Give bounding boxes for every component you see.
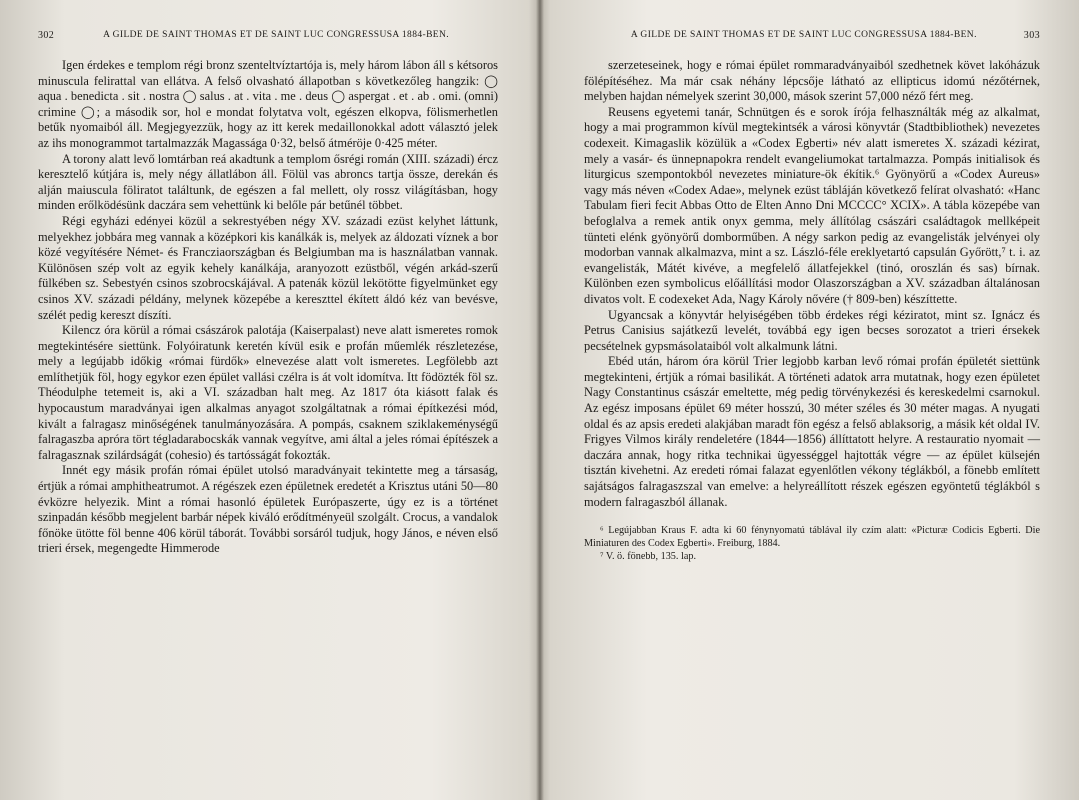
footnote: ⁷ V. ö. fönebb, 135. lap. [600, 551, 696, 563]
book-gutter [536, 0, 544, 800]
paragraph: szerzeteseinek, hogy e római épület rommaradványaiból szedhetnek követ lakóházuk fölépítéséhez. Ma már csak néhány lépcsője látható az ellipticus idomú nézőtérnek, melyben hajdan némelyek szerint 30,000, mások szerint 57,000 néző fért meg. [584, 58, 1040, 104]
left-page [38, 30, 498, 557]
right-page [584, 30, 1040, 563]
paragraph: A torony alatt levő lomtárban reá akadtunk a templom ősrégi román (XIII. századi) ércz keresztelő kútjára is, mely négy állatlábon áll. Fölül vas abroncs tartja össze, derekán és alján maiuscula föliratot találtunk, de egészen a fal mellett, oly rossz világításban, hogy minden erőlködésünk daczára sem vehettünk ki belőle pár betűnél többet. [38, 151, 498, 213]
left-page-number: 302 [38, 30, 55, 41]
right-page-number: 303 [1023, 30, 1040, 41]
right-page-body [584, 58, 1040, 510]
paragraph: Innét egy másik profán római épület utolsó maradványait tekintette meg a társaság, értjük a római amphitheatrumot. A régészek ezen épületnek eredetét a Krisztus utáni 50—80 évközre helyezik. Mint a római hasonló épületek Európaszerte, úgy ez is a történet szinpadán később megjelent barbár népek kiváló erődítményeül szolgált. Crocus, a vandalok főnöke ütötte föl benne 406 körül táborát. További sorsáról tudjuk, hogy János, e néven első trieri érsek, megengedte Himmerode [38, 463, 498, 556]
paragraph: Kilencz óra körül a római császárok palotája (Kaiserpalast) neve alatt ismeretes romok megtekintésére siettünk. Folyóiratunk keretén kívül esik e profán műemlék részletezése, mely a legújabb időkig «római fürdők» elnevezése alatt volt ismeretes. Legfölebb azt említhetjük föl, hogy egykor ezen épület vallási czélra is át volt idomítva. Itt födözték föl sz. Théodulphe tetemeit is, aki a VI. században halt meg. Az 1817 óta kiásott falak és hypocaustum maradványai igen alkalmas anyagot szolgáltatnak a római építkezési mód, kivált a falragasz minőségének tanulmányozására. A pompás, csaknem sziklakeménységű falragaszba apróra tört tégladarabocskák vannak vegyítve, ami által a jeles római építészek a falragasznak szilárdságát (cohesio) és tartósságát fokozták. [38, 323, 498, 462]
paragraph: Reusens egyetemi tanár, Schnütgen és e sorok írója felhasználták még az alkalmat, hogy a mai programmon kívül megtekintsék a városi könyvtár (Stadtbibliothek) nevezetes codexeit. Kimagaslik közülük a «Codex Egberti» név alatt ismeretes X. századi kézirat, mely a vasár- és ünnepnapokra rendelt evangeliumokat tartalmazza. Pompás initialisok és liturgicus szempontokból nevezetes miniature-ök ékítik.⁶ Gyönyörű a «Codex Aureus» vagy más néven «Codex Adae», melynek ezüst tábláján következő felírat olvasható: «Hanc Tabulam fieri fecit Abbas Otto de Elten Anno Dni MCCCC° XCIX». A tábla közepébe van befoglalva a remek antik onyx gemma, mely állítólag császári családtagok mellképeit tünteti elénk gyönyörű domborműben. A négy sarkon pedig az evangelisták jelvényei oly modorban vannak alkalmazva, mint a sz. László-féle ereklyetartó capsulán Győrött,⁷ t. i. az evangelisták, Mátét kivéve, a megfelelő állatfejekkel (tinó, oroszlán és sas) bírnak. Különben ezen symbolicus előállítási modor Olaszországban a XV. században általánosan divatos volt. E codexeket Ada, Nagy Károly nővére († 809-ben) készíttette. [584, 104, 1040, 306]
paragraph: Igen érdekes e templom régi bronz szenteltvíztartója is, mely három lábon áll s kétsoros minuscula felirattal van ellátva. A felső olvasható állapotban s következőleg hangzik: ◯ aqua . benedicta . sit . nostra ◯ salus . at . vita . me . deus ◯ aspergat . et . ab . omi. (omni) crimine ◯; a második sor, hol e mondat folytatva volt, egészen elkopva, fölismerhetlen betűk nyomaiból áll. Megjegyezzük, hogy az itt kerek medaillonokkal adott választó jelek az ihs monogrammot tartalmazzák Magassága 0·32, belső átméröje 0·425 méter. [38, 58, 498, 150]
right-running-header [584, 30, 1040, 42]
right-running-head: A GILDE DE SAINT THOMAS ET DE SAINT LUC CONGRESSUSA 1884-BEN. [630, 30, 977, 40]
paragraph: Régi egyházi edényei közül a sekrestyében négy XV. századi ezüst kelyhet láttunk, melyekhez jobbára meg vannak a középkori kis kanálkák is, melyek az áldozati víznek a bor közé vegyítésére Német- és Francziaországban és Belgiumban ma is használatban vannak. Különösen szép volt az egyik kehely kanálkája, aranyozott ezüstből, végén arkád-szerű fülkében sz. Sebestyén csinos szobrocskájával. A patenák közül lekötötte figyelmünket egy csinos XV. századi példány, melynek közepébe a kereszttel ékített áldó kéz van bevésve, szélét pedig kereszt díszíti. [38, 213, 498, 322]
footnote: ⁶ Legújabban Kraus F. adta ki 60 fénynyomatú táblával ily czím alatt: «Picturæ Codicis Egberti. Die Miniaturen des Codex Egberti». Freiburg, 1884. [584, 525, 1040, 550]
left-running-header [38, 30, 498, 42]
footnotes [584, 524, 1040, 563]
paragraph: Ebéd után, három óra körül Trier legjobb karban levő római profán épületét siettünk megtekinteni, értjük a római basilikát. A történeti adatok arra mutatnak, hogy ezen épületet Nagy Constantinus császár emeltette, még pedig törvénykezési és kereskedelmi csarnokul. Az egész imposans épület 69 méter hosszú, 30 méter széles és 30 méter magas. A nyugati oldal és az apsis eredeti alakjában maradt fön egész a felső ablaksorig, a másik két oldal IV. Frigyes Vilmos király rendeletére (1844—1856) állíttatott helyre. A restauratio nyomait — daczára annak, hogy ritka technikai ügyességgel hajtották végre — az épület külsején tisztán kivehetni. Az eredeti római falazat egyenlőtlen vékony téglákból, a fönebb említett sajátságos falragaszszal van emelve: a helyreállított részek egészen egyöntetű téglákból s modern falragaszból állanak. [584, 354, 1040, 509]
left-page-body [38, 58, 498, 557]
left-running-head: A GILDE DE SAINT THOMAS ET DE SAINT LUC CONGRESSUSA 1884-BEN. [103, 30, 450, 40]
paragraph: Ugyancsak a könyvtár helyiségében több érdekes régi kéziratot, mint sz. Ignácz és Petrus Canisius sajátkezű levelét, továbbá egy igen becses sorozatot a trieri érsekek pecsételnek gypsmásolataiból volt alkalmunk látni. [584, 307, 1040, 353]
